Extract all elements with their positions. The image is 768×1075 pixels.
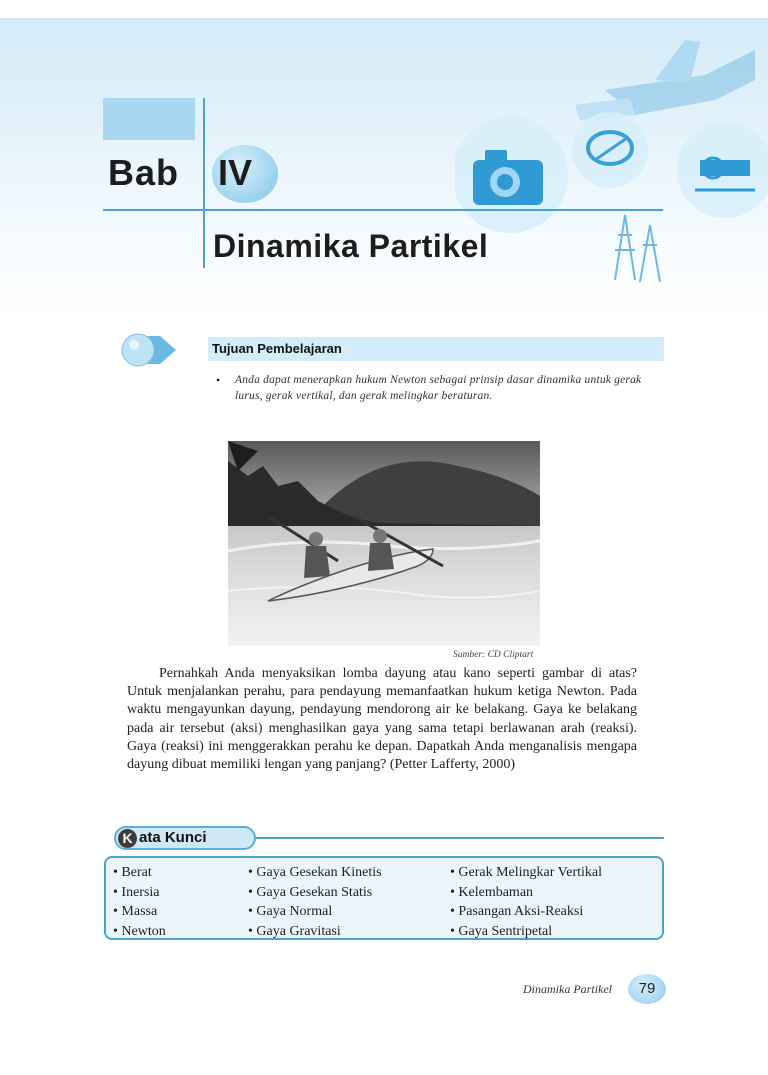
header-illustration: [455, 20, 768, 310]
keywords-column-2: [248, 863, 382, 941]
keyword-item: • Pasangan Aksi-Reaksi: [450, 904, 584, 919]
keywords-column-3: [450, 863, 602, 941]
chapter-title: Dinamika Partikel: [213, 228, 489, 264]
keywords-initial: K: [118, 829, 137, 848]
keyword-item: • Kelembaman: [450, 884, 534, 900]
keyword-item: • Berat: [113, 865, 152, 880]
header-top-strip: [0, 0, 768, 20]
objectives-heading: Tujuan Pembelajaran: [212, 341, 342, 356]
running-title: Dinamika Partikel: [523, 982, 612, 996]
keyword-item: • Gaya Normal: [248, 904, 333, 919]
keywords-column-1: [113, 863, 166, 941]
chapter-label: Bab: [108, 152, 180, 193]
objective-bullet: •: [216, 373, 221, 387]
objective-item: Anda dapat menerapkan hukum Newton sebagai prinsip dasar dinamika untuk gerak lurus, gerak vertikal, dan gerak melingkar beraturan.: [235, 374, 642, 402]
chapter-vertical-rule: [203, 98, 205, 268]
keyword-item: • Gaya Sentripetal: [450, 923, 553, 939]
keyword-item: • Gaya Gesekan Kinetis: [248, 865, 382, 880]
power-tower-icon: [615, 215, 660, 282]
keywords-rule: [254, 837, 664, 839]
keyword-item: • Gerak Melingkar Vertikal: [450, 865, 602, 880]
keyword-item: • Massa: [113, 904, 158, 919]
chapter-horizontal-rule: [103, 209, 663, 211]
chapter-number: IV: [218, 152, 253, 193]
intro-paragraph: Pernahkah Anda menyaksikan lomba dayung atau kano seperti gambar di atas? Untuk menjalankan perahu, para pendayung memanfaatkan hukum ketiga Newton. Pada waktu mengayunkan dayung, pendayung mendorong air ke belakang. Gaya ke belakang pada air tersebut (aksi) menghasilkan gaya yang sama tetapi berlawanan arah (reaksi). Gaya (reaksi) ini menggerakkan perahu ke depan. Dapatkah Anda menganalisis mengapa dayung dibuat memiliki lengan yang panjang? (Petter Lafferty, 2000): [127, 666, 637, 773]
keyword-item: • Gaya Gesekan Statis: [248, 884, 373, 900]
kayak-photo: [228, 441, 540, 646]
arrow-icon: [120, 330, 180, 370]
figure-source: Sumber: CD Cliptart: [453, 650, 534, 660]
page-number: 79: [638, 980, 656, 997]
chapter-accent-block: [103, 98, 195, 140]
keyword-item: • Inersia: [113, 884, 160, 900]
keywords-title: ata Kunci: [139, 829, 207, 846]
keyword-item: • Gaya Gravitasi: [248, 923, 341, 939]
keyword-item: • Newton: [113, 923, 166, 939]
